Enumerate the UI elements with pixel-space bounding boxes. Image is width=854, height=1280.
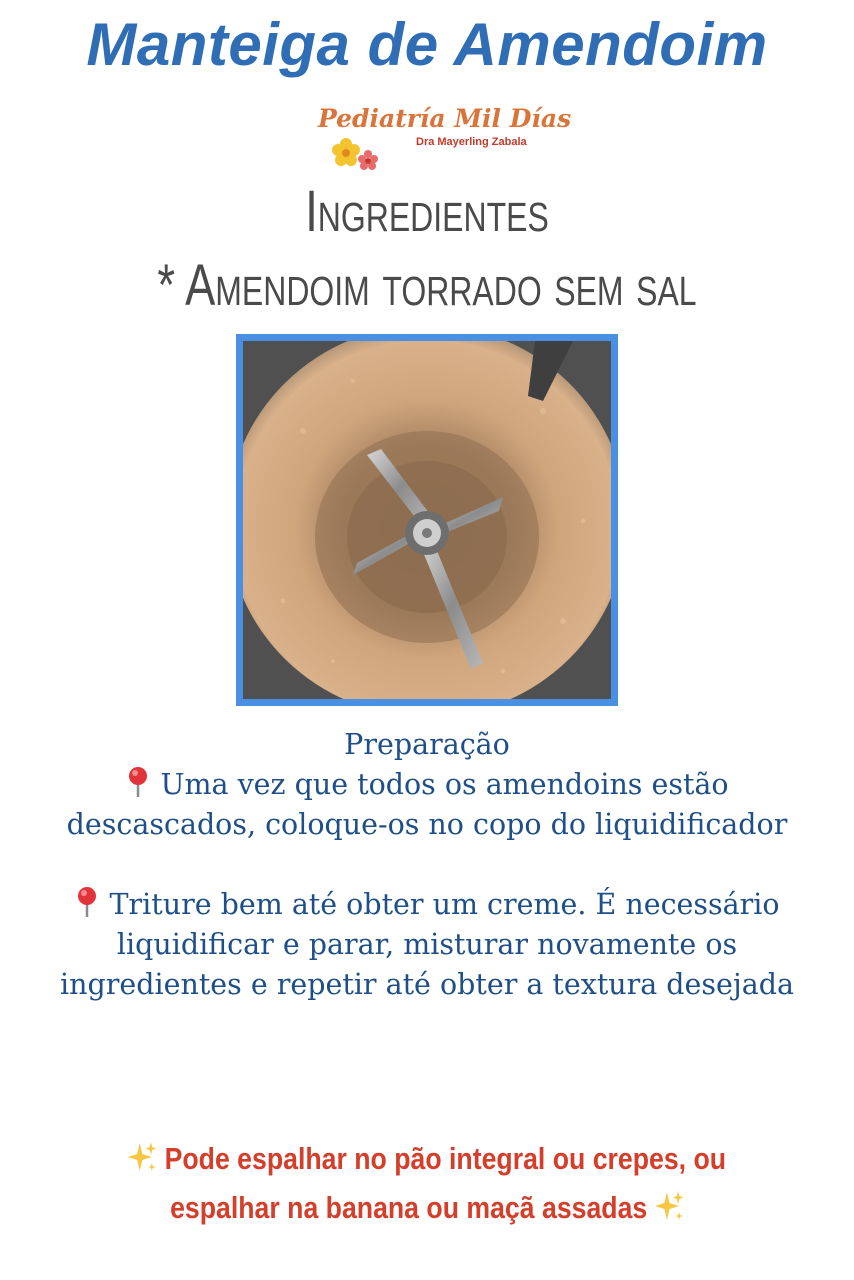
- sparkles-icon: [128, 1141, 157, 1175]
- page-title: Manteiga de Amendoim: [86, 11, 768, 78]
- preparation-step-1: [40, 765, 814, 845]
- ingredients-heading: Ingredientes: [305, 179, 549, 244]
- preparation-step-2-text: Triture bem até obter um creme. É necessário liquidificar e parar, misturar novamente os ingredientes e repetir até obter a textura desejada: [60, 888, 794, 1001]
- recipe-photo: [236, 334, 618, 706]
- brand-logo: [310, 100, 572, 175]
- preparation-step-2: [40, 885, 814, 1005]
- serving-tip-text: Pode espalhar no pão integral ou crepes, ou espalhar na banana ou maçã assadas: [164, 1141, 727, 1225]
- preparation-section: [40, 725, 814, 1005]
- sparkles-icon: [655, 1190, 684, 1224]
- preparation-heading: Preparação: [344, 728, 510, 761]
- flowers-icon: [330, 138, 390, 174]
- preparation-step-1-text: Uma vez que todos os amendoins estão descascados, coloque-os no copo do liquidificador: [66, 768, 788, 841]
- logo-name: Pediatría Mil Días: [318, 104, 572, 133]
- logo-subtitle: Dra Mayerling Zabala: [416, 136, 527, 148]
- pushpin-icon: [125, 766, 151, 798]
- blender-photo-illustration: [243, 341, 611, 699]
- pushpin-icon: [74, 886, 100, 918]
- serving-tip: [86, 1134, 769, 1232]
- ingredient-item: * Amendoim torrado sem sal: [157, 253, 697, 318]
